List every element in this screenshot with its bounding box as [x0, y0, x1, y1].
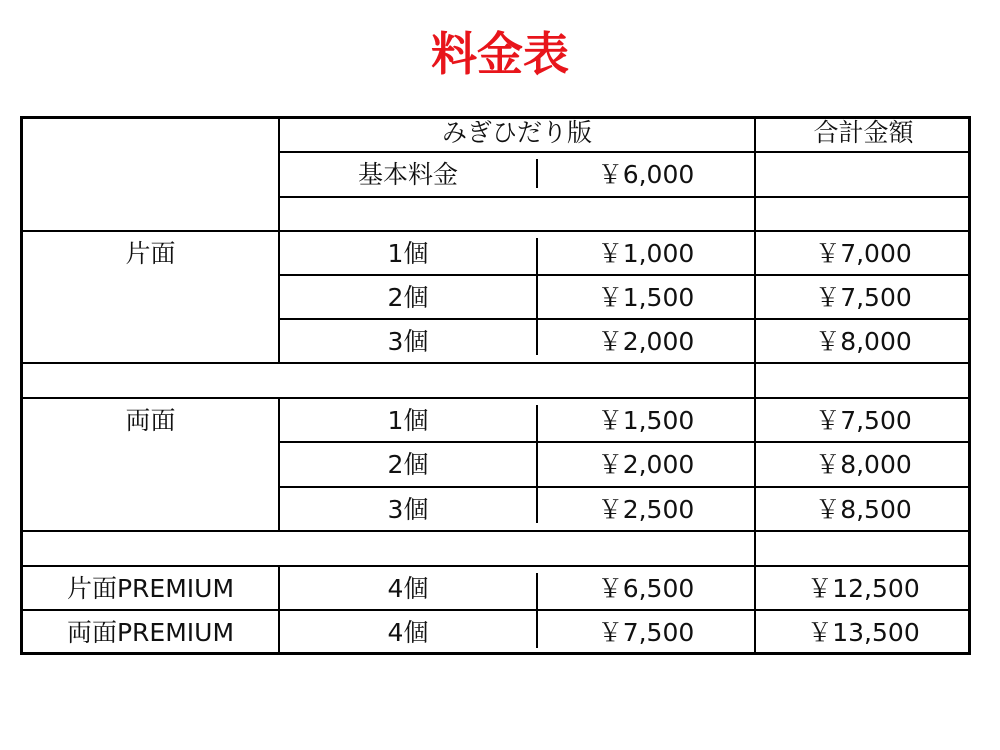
qty-cell: 1個 — [387, 238, 429, 268]
qty-cell: 3個 — [387, 326, 429, 356]
base-fee-label: 基本料金 — [357, 160, 458, 189]
rule-s2-bottom — [23, 530, 971, 532]
total-cell: ￥8,000 — [815, 450, 912, 479]
price-cell: ￥6,500 — [597, 573, 695, 603]
price-cell: ￥1,000 — [597, 238, 695, 268]
qty-cell: 4個 — [387, 617, 429, 647]
qty-cell: 1個 — [387, 405, 429, 435]
qty-cell: 2個 — [387, 282, 429, 312]
premium-name-double: 両面PREMIUM — [66, 617, 235, 647]
price-cell: ￥2,000 — [597, 326, 695, 356]
total-cell: ￥8,500 — [815, 494, 912, 524]
qty-cell: 2個 — [387, 450, 429, 479]
price-cell: ￥7,500 — [597, 617, 695, 647]
premium-name-single: 片面PREMIUM — [66, 573, 235, 603]
page-title: 料金表 — [431, 27, 569, 81]
price-cell: ￥1,500 — [597, 405, 695, 435]
total-cell: ￥12,500 — [807, 573, 920, 603]
qty-cell: 4個 — [387, 573, 429, 603]
price-cell: ￥2,500 — [597, 494, 695, 524]
price-table — [20, 116, 971, 655]
base-fee-price: ￥6,000 — [597, 160, 695, 189]
section-name-double: 両面 — [125, 405, 176, 435]
rule-s1-bottom — [23, 362, 971, 364]
total-cell: ￥13,500 — [807, 617, 920, 647]
total-cell: ￥7,500 — [815, 405, 912, 435]
header-total-label: 合計金額 — [813, 117, 914, 147]
rule-base-row — [278, 196, 971, 198]
price-cell: ￥1,500 — [597, 282, 695, 312]
total-cell: ￥8,000 — [815, 326, 912, 356]
header-group-label: みぎひだり版 — [441, 117, 592, 147]
total-cell: ￥7,000 — [815, 238, 912, 268]
total-cell: ￥7,500 — [815, 282, 912, 312]
price-cell: ￥2,000 — [597, 450, 695, 479]
section-name-single: 片面 — [125, 238, 176, 268]
qty-cell: 3個 — [387, 494, 429, 524]
